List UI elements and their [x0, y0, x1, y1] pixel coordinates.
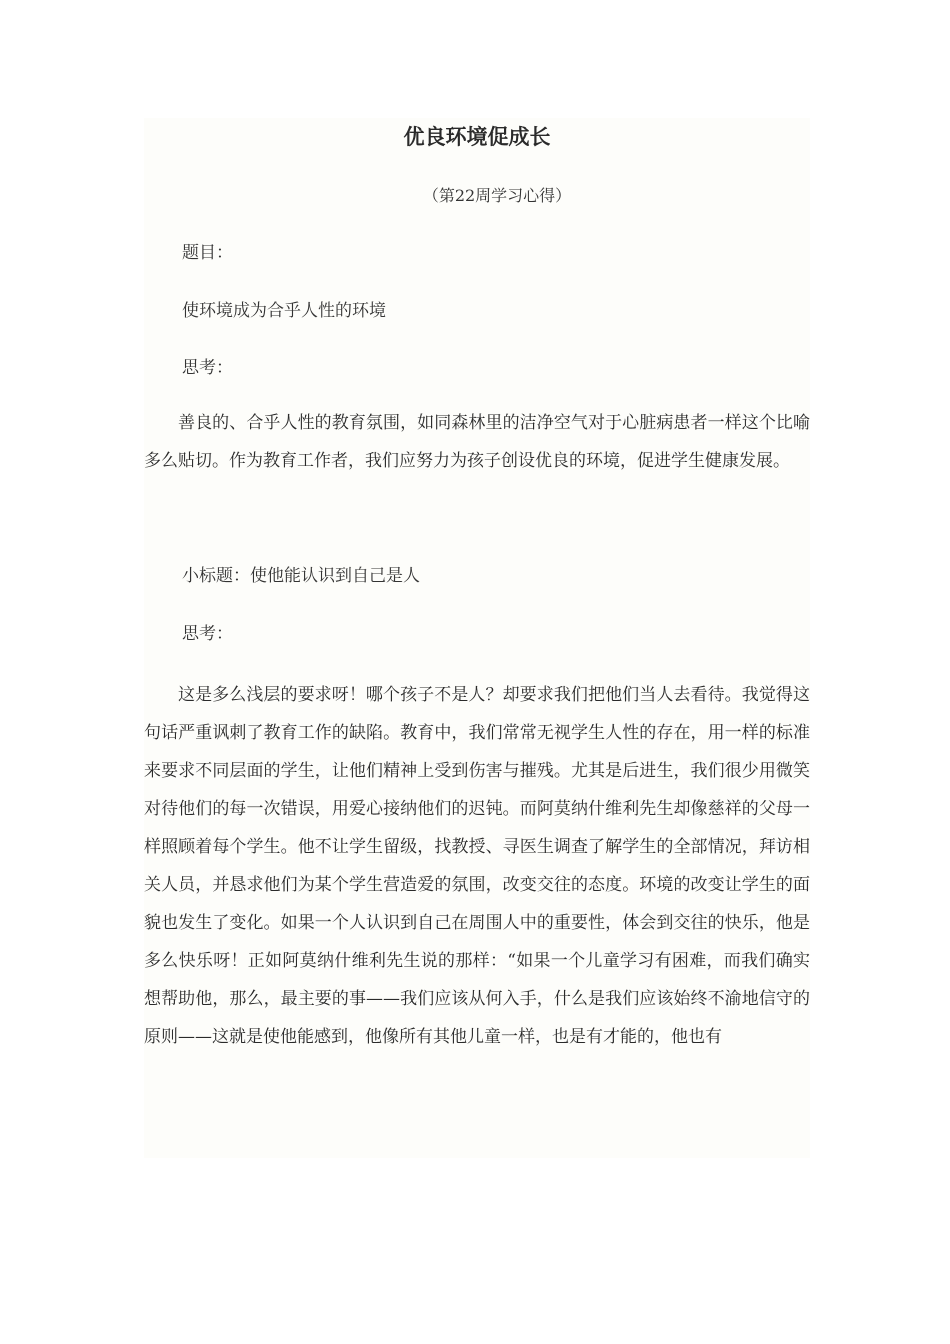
thinking-label-1: 思考： [182, 358, 233, 378]
subheading: 小标题：使他能认识到自己是人 [182, 566, 420, 586]
document-subtitle: （第22周学习心得） [422, 186, 572, 205]
paragraph-2: 这是多么浅层的要求呀！哪个孩子不是人？却要求我们把他们当人去看待。我觉得这句话严重讽刺了教育工作的缺陷。教育中，我们常常无视学生人性的存在，用一样的标准来要求不同层面的学生，让他们精神上受到伤害与摧残。尤其是后进生，我们很少用微笑对待他们的每一次错误，用爱心接纳他们的迟钝。而阿莫纳什维利先生却像慈祥的父母一样照顾着每个学生。他不让学生留级，找教授、寻医生调查了解学生的全部情况，拜访相关人员，并恳求他们为某个学生营造爱的氛围，改变交往的态度。环境的改变让学生的面貌也发生了变化。如果一个人认识到自己在周围人中的重要性，体会到交往的快乐，他是多么快乐呀！正如阿莫纳什维利先生说的那样：“如果一个儿童学习有困难，而我们确实想帮助他，那么，最主要的事——我们应该从何入手，什么是我们应该始终不渝地信守的原则——这就是使他能感到，他像所有其他儿童一样，也是有才能的，他也有 [144, 685, 810, 1047]
paragraph-1: 善良的、合乎人性的教育氛围，如同森林里的洁净空气对于心脏病患者一样这个比喻多么贴切。作为教育工作者，我们应努力为孩子创设优良的环境，促进学生健康发展。 [144, 413, 810, 471]
topic-text: 使环境成为合乎人性的环境 [182, 301, 386, 321]
topic-label: 题目： [182, 243, 233, 263]
thinking-label-2: 思考： [182, 624, 233, 644]
document-title: 优良环境促成长 [403, 125, 551, 149]
